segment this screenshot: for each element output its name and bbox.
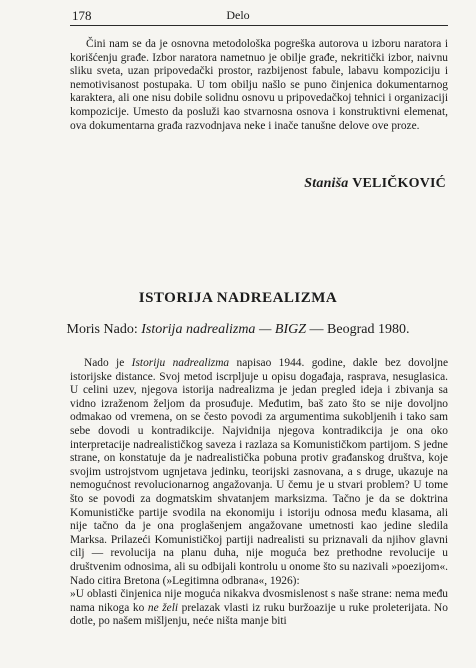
article-body (70, 357, 448, 629)
bibliographic-line: Moris Nado: Istorija nadrealizma — BIGZ — Beograd 1980. (66, 322, 410, 337)
signature-surname: VELIČKOVIĆ (352, 176, 446, 191)
body-quote: »U oblasti činjenica nije moguća nikakva dvosmislenost s naše strane: nema među nama nikoga ko ne želi prelazak vlasti iz ruku buržoazije u ruke proleterijata. No dotle, po našem mišljenju, neće ništa manje biti (70, 588, 448, 628)
review-paragraph: Čini nam se da je osnovna metodološka pogreška autorova u izboru naratora i korišćenju građe. Izbor naratora nametnuo je obilje građe, nekritički izbor, naivnu sliku sveta, uzan pripovedački prostor, razbijenost fabule, labavu kompoziciju i nemotivisanost postupaka. U tom obilju našlo se puno činjenica dokumentarnog karaktera, ali one nisu dobile solidnu osnovu u pripovedačkoj tehnici i organizaciji kompozicije. Umesto da posluži kao stvarnosna osnova i konstruktivni elemenat, ova dokumentarna građa razvodnjava neke i inače tanušne delove ove proze. (70, 38, 448, 132)
review-continuation (70, 38, 448, 133)
page-number: 178 (72, 8, 92, 23)
page-header (0, 6, 476, 26)
article-title: ISTORIJA NADREALIZMA (138, 290, 338, 306)
book-publisher: BIGZ (274, 322, 307, 337)
book-place-year: Beograd 1980. (327, 322, 410, 337)
running-head: Delo (226, 8, 250, 22)
book-title: Istorija nadrealizma (141, 322, 256, 337)
body-paragraph: Nado je Istoriju nadrealizma napisao 1944. godine, dakle bez dovoljne istorijske distance. Svoj metod iscrpljuje u opisu događaja, rasprava, nesuglasica. U celini uzev, njegova istorija nadrealizma je jedan pregled ideja i zbivanja sa vidno izraženom željom da prosuđuje. Međutim, baš zato što se nije dovoljno odmakao od vremena, on se često povodi za argumentima sukobljenih i tako sam sebe dovodi u kontradikcije. Najvidnija njegova kontradikcija je ona oko interpretacije nadrealističkog saveza i razlaza sa Komunističkom partijom. S jedne strane, on konstatuje da je nadrealistička pobuna protiv građanskog društva, koje svojim ustrojstvom ugnjetava jedinku, teorijski zasnovana, a s druge, ukazuje na nemogućnost revolucionarnog angažovanja. U čemu je u stvari problem? U tome što se povodi za dogmatskim shvatanjem marksizma. Tačno je da se doktrina Komunističke partije svodila na ekonomiju i istoriju odnosa među klasama, ali nije tačno da je ona proglašenjem angažovane umetnosti kao jedine sledila Marksa. Prilazeći Komunističkoj partiji nadrealisti su priznavali da njihov glavni cilj — revolucija na planu duha, nije moguća bez prethodne revolucije u društvenim odnosima, ali su odbijali kontrolu u onome što su nazivali »poezijom«. Nado citira Bretona (»Legitimna odbrana«, 1926): (70, 357, 449, 587)
signature-given-name: Staniša (304, 176, 349, 191)
review-signature (304, 176, 446, 192)
book-author: Moris Nado (66, 322, 134, 337)
quote-emphasis: ne želi (147, 601, 179, 614)
header-rule (70, 25, 448, 26)
body-book-title: Istoriju nadrealizma (131, 357, 230, 369)
